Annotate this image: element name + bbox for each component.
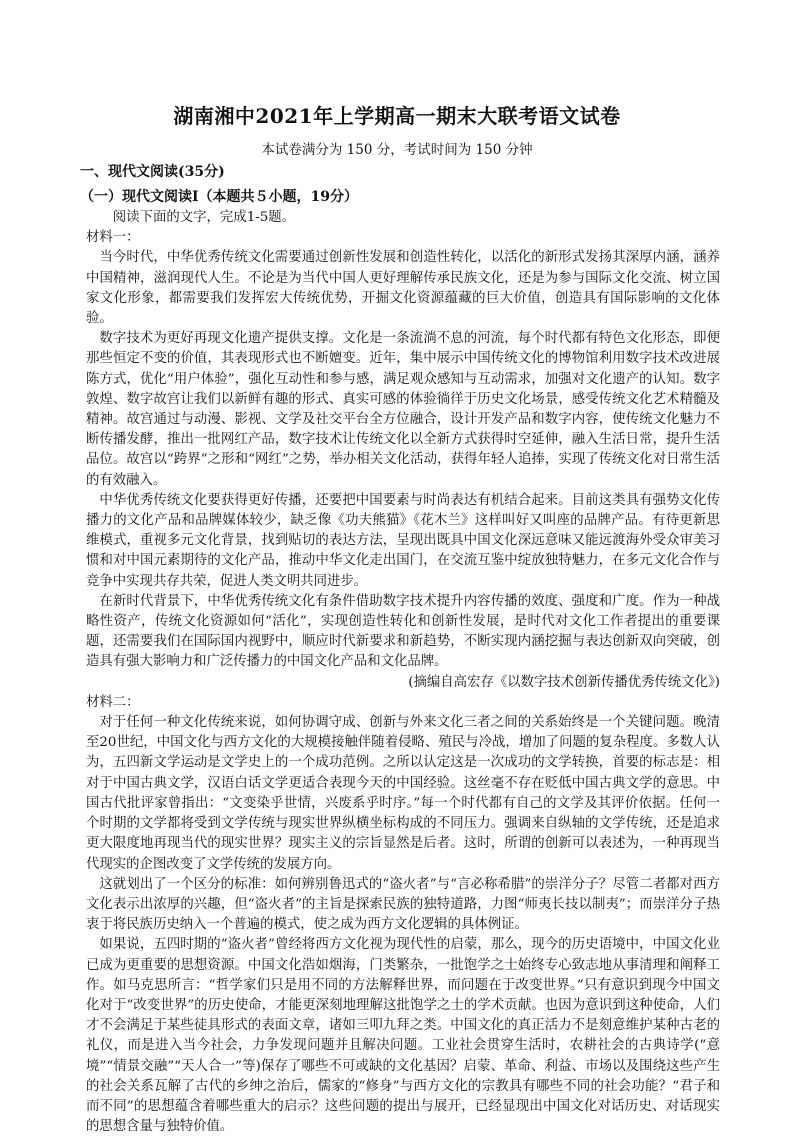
exam-title: 湖南湘中2021年上学期高一期末大联考语文试卷 — [173, 104, 621, 128]
material1-paragraph-3: 中华优秀传统文化要获得更好传播，还要把中国要素与时尚表达有机结合起来。目前这类具有强势文化传播力的文化产品和品牌媒体较少，缺乏像《功夫熊猫》《花木兰》这样叫好又叫座的品牌产品。有待更新思维模式，重视多元文化背景，找到贴切的表达方法，呈现出既具中国文化深远意味又能远渡海外受众审美习惯和对中国元素期待的文化产品，推动中华文化走出国门，在交流互鉴中绽放独特魅力，在多元文化合作与竞争中实现共存共荣，促进人类文明共同进步。 — [86, 492, 720, 589]
material1-paragraph-1: 当今时代，中华优秀传统文化需要通过创新性发展和创造性转化，以活化的新形式发扬其深厚内涵，涵养中国精神，滋润现代人生。不论是为当代中国人更好理解传承民族文化，还是为参与国际文化交流、树立国家文化形象，都需要我们发挥宏大传统优势，开掘文化资源蕴藏的巨大价值，创造具有国际影响的文化体验。 — [86, 250, 720, 327]
subsection-heading: （一）现代文阅读Ⅰ（本题共５小题，19分） — [80, 189, 359, 205]
material2-paragraph-3: 如果说，五四时期的“盗火者”曾经将西方文化视为现代性的启蒙，那么，现今的历史语境中，中国文化业已成为更重要的思想资源。中国文化浩如烟海，门类繁杂，一批饱学之士始终专心致志地从事清理和阐释工作。如马克思所言：“哲学家们只是用不同的方法解释世界，而问题在于改变世界。”只有意识到现今中国文化对于“改变世界”的历史使命，才能更深刻地理解这批饱学之士的学术贡献。也因为意识到这种使命，人们才不会满足于某些徒具形式的表面文章，诸如三叩九拜之类。中国文化的真正活力不是刻意维护某种古老的礼仪，而是进入当今社会，力争发现问题并且解决问题。工业社会贯穿生活时，农耕社会的古典诗学(“意境”“情景交融”“天人合一”等)保存了哪些不可或缺的文化基因？启蒙、革命、利益、市场以及围绕这些产生的社会关系瓦解了古代的乡绅之治后，儒家的“修身”与西方文化的宗教具有哪些不同的社会功能？“君子和而不同”的思想蕴含着哪些重大的启示？这些问题的提出与展开，已经显现出中国文化对话历史、对话现实的思想含量与独特价值。 — [86, 937, 720, 1135]
material1-paragraph-4: 在新时代背景下，中华优秀传统文化有条件借助数字技术提升内容传播的效度、强度和广度。作为一种战略性资产，传统文化资源如何“活化”，实现创造性转化和创新性发展，是时代对文化工作者提出的重要课题，还需要我们在国际国内视野中，顺应时代新要求和新趋势，不断实现内涵挖掘与表达创新双向突破，创造具有强大影响力和广泛传播力的中国文化产品和文化品牌。 — [86, 593, 720, 670]
material1-paragraph-2: 数字技术为更好再现文化遗产提供支撑。文化是一条流淌不息的河流，每个时代都有特色文化形态，即便那些恒定不变的价值，其表现形式也不断嬗变。近年，集中展示中国传统文化的博物馆利用数字技术改进展陈方式，优化“用户体验”，强化互动性和参与感，满足观众感知与互动需求，加强对文化遗产的认知。数字敦煌、数字故宫让我们以新鲜有趣的形式、真实可感的体验徜徉于历史文化场景，感受传统文化艺术精髓及精神。故宫通过与动漫、影视、文学及社交平台全方位融合，设计开发产品和数字内容，使传统文化魅力不断传播发酵，推出一批网红产品，数字技术让传统文化以全新方式获得时空延伸，融入生活日常，提升生活品位。故宫以“跨界”之形和“网红”之势，举办相关文化活动，获得年轻人追捧，实现了传统文化对日常生活的有效融入。 — [86, 331, 720, 488]
material2-label: 材料二： — [86, 694, 140, 710]
exam-subtitle: 本试卷满分为 150 分，考试时间为 150 分钟 — [261, 142, 533, 158]
material2-paragraph-2: 这就划出了一个区分的标准：如何辨别鲁迅式的“盗火者”与“言必称希腊”的崇洋分子？尽管二者都对西方文化表示出浓厚的兴趣，但“盗火者”的主旨是探索民族的独特道路，力图“师夷长技以制夷”；而崇洋分子热衷于将民族历史纳入一个普遍的模式，使之成为西方文化逻辑的具体例证。 — [86, 876, 720, 933]
instruction: 阅读下面的文字，完成1-5题。 — [112, 210, 296, 225]
reading-passage — [86, 208, 720, 1137]
section-heading: 一、现代文阅读(35分) — [80, 164, 225, 180]
material1-source: (摘编自高宏存《以数字技术创新传播优秀传统文化》) — [408, 674, 720, 690]
material2-paragraph-1: 对于任何一种文化传统来说，如何协调守成、创新与外来文化三者之间的关系始终是一个关键问题。晚清至20世纪，中国文化与西方文化的大规模接触伴随着侵略、殖民与冷战，增加了问题的复杂程度。多数人认为，五四新文学运动是文学史上的一个成功范例。之所以认定这是一次成功的文学转换，首要的标志是：相对于中国古典文学，汉语白话文学更适合表现今天的中国经验。这丝毫不存在贬低中国古典文学的意思。中国古代批评家曾指出：“文变染乎世情，兴废系乎时序。”每一个时代都有自己的文学及其评价依据。任何一个时期的文学都将受到文学传统与现实世界纵横坐标构成的不同压力。强调来自纵轴的文学传统，还是追求更大限度地再现当代的现实世界？现实主义的宗旨显然是后者。这时，所谓的创新可以表述为，一种再现当代现实的企图改变了文学传统的发展方向。 — [86, 715, 720, 872]
material1-label: 材料一： — [86, 230, 140, 246]
